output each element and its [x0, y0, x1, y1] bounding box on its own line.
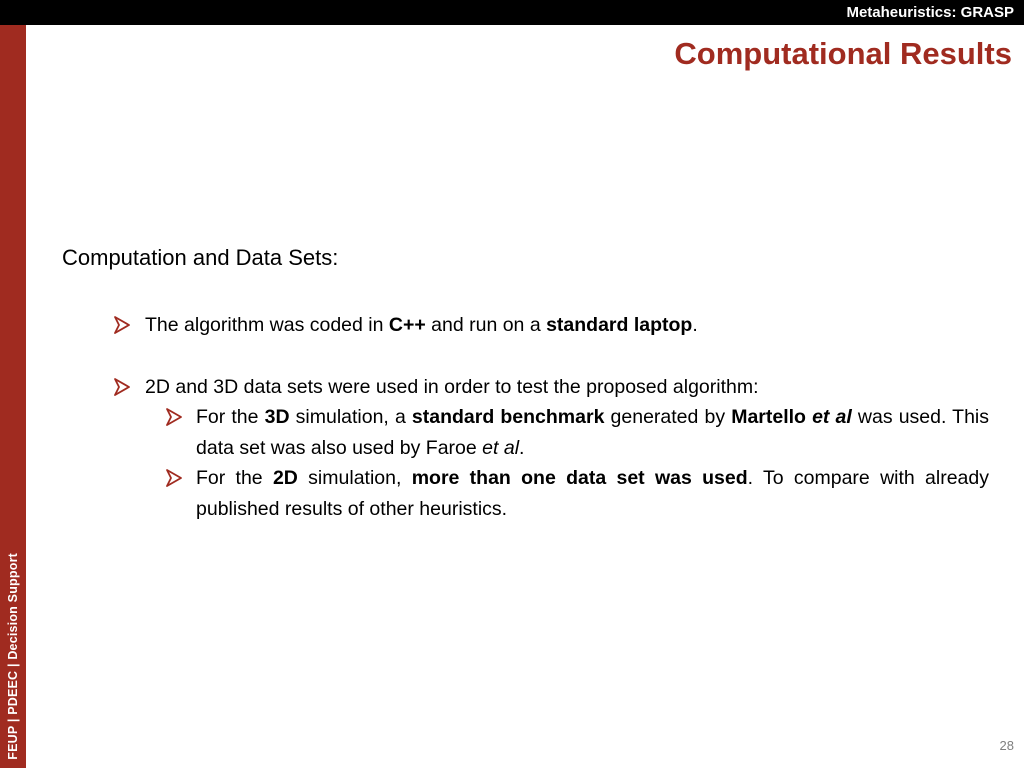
sub-bullet-item [165, 463, 989, 524]
side-bar [0, 25, 26, 768]
sub-bullet-bold-text: Martello [731, 406, 813, 428]
sub-bullet-bold-text: 3D [264, 406, 290, 428]
bullet-bold-text: standard laptop [546, 314, 693, 336]
sub-bullet-text: was used. This data set was also used by Faroe [196, 406, 989, 459]
bullet-item [113, 310, 989, 341]
arrowhead-bullet-icon [113, 377, 131, 397]
header-label: Metaheuristics: GRASP [846, 4, 1014, 21]
page-number: 28 [999, 738, 1014, 753]
bullet-text: and run on a [425, 314, 547, 336]
sub-bullet-bold-text: 2D [272, 467, 298, 489]
sub-bullet-italic-text: et al [812, 406, 852, 428]
sidebar-label: FEUP | PDEEC | Decision Support [6, 553, 20, 760]
slide-title: Computational Results [674, 36, 1012, 71]
sub-bullet-text: generated by [604, 406, 732, 428]
bullet-list [113, 310, 989, 524]
sub-bullet-item [165, 402, 989, 463]
arrowhead-bullet-icon [113, 315, 131, 335]
sub-bullet-italic-text: et al [482, 436, 520, 459]
top-bar [0, 0, 1024, 25]
bullet-bold-text: C++ [388, 314, 426, 336]
sub-bullet-text: . To compare with already published results of other heuristics. [196, 467, 990, 520]
sub-bullet-bold-text: more than one data set was used [411, 467, 748, 489]
sub-bullet-text: For the [196, 467, 273, 489]
bullet-item [113, 372, 989, 403]
bullet-text: The algorithm was coded in [145, 314, 389, 336]
section-heading: Computation and Data Sets: [62, 245, 339, 270]
sub-bullet-text: For the [196, 406, 265, 428]
arrowhead-bullet-icon [165, 407, 183, 427]
sub-bullet-bold-text: standard benchmark [411, 406, 605, 428]
sub-bullet-text: . [519, 436, 525, 459]
bullet-text: . [692, 314, 698, 336]
sub-bullet-text: simulation, a [289, 406, 412, 428]
arrowhead-bullet-icon [165, 468, 183, 488]
bullet-text: 2D and 3D data sets were used in order to test the proposed algorithm: [145, 375, 759, 398]
sub-bullet-text: simulation, [297, 467, 412, 489]
